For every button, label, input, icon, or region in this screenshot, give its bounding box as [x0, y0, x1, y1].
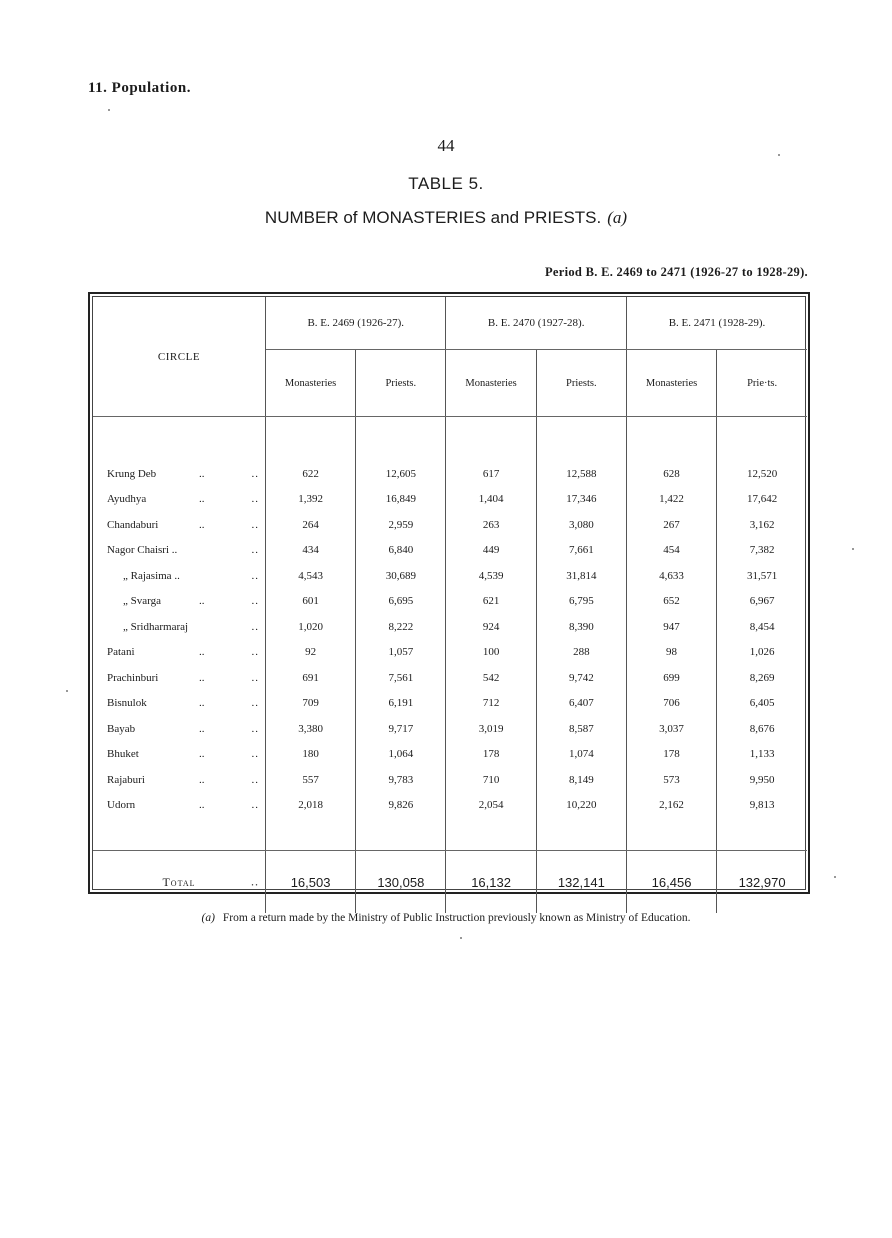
table-cell: 6,191 [356, 691, 446, 717]
table-cell: 622 [265, 461, 355, 487]
table-cell: 92 [265, 640, 355, 666]
table-cell: 12,520 [746, 467, 778, 480]
circle-name-cell [93, 793, 265, 819]
circle-name-cell [93, 487, 265, 513]
table-cell: 263 [446, 512, 536, 538]
table-cell: 267 [626, 512, 716, 538]
leader-dots: .. [251, 620, 259, 633]
table-cell: 9,813 [749, 799, 775, 812]
footnote-text: From a return made by the Ministry of Public Instruction previously known as Ministry of Education. [222, 912, 691, 924]
section-title: 11. Population. [88, 80, 191, 96]
column-header: Priests. [356, 350, 446, 417]
table-cell: 2,054 [446, 793, 536, 819]
year-header: B. E. 2469 (1926-27). [265, 297, 445, 350]
leader-dots: .. [251, 773, 259, 786]
table-cell: 573 [626, 767, 716, 793]
table-cell: 8,676 [749, 722, 775, 735]
leader-dots: .. [199, 799, 205, 812]
table-cell: 7,561 [356, 665, 446, 691]
table-cell: 4,633 [626, 563, 716, 589]
page-number: 44 [437, 136, 455, 155]
leader-dots: .. [251, 518, 259, 531]
table-cell: 3,037 [626, 716, 716, 742]
total-value: 16,503 [265, 851, 355, 914]
table-cell: 8,149 [536, 767, 626, 793]
total-value: 130,058 [356, 851, 446, 914]
total-value: 132,970 [738, 874, 786, 890]
table-cell: 12,588 [536, 461, 626, 487]
table-cell: 2,018 [265, 793, 355, 819]
table-row [93, 767, 807, 793]
circle-name: „ Svarga [123, 595, 161, 608]
leader-dots: .. [199, 595, 205, 608]
circle-name: Nagor Chaisri .. [107, 544, 178, 557]
table-cell: 12,605 [356, 461, 446, 487]
table-row [93, 563, 807, 589]
leader-dots: .. [251, 799, 259, 812]
table-cell: 449 [446, 538, 536, 564]
table-cell: 3,162 [749, 518, 775, 531]
table-cell: 1,133 [749, 748, 775, 761]
table-cell: 8,390 [536, 614, 626, 640]
table-cell: 924 [446, 614, 536, 640]
circle-name-cell [93, 767, 265, 793]
table-cell: 3,380 [265, 716, 355, 742]
print-speck [66, 690, 68, 692]
table-cell: 1,404 [446, 487, 536, 513]
table-cell: 9,783 [356, 767, 446, 793]
table-cell: 17,346 [536, 487, 626, 513]
leader-dots: .. [251, 722, 259, 735]
total-label: Total [162, 874, 196, 889]
circle-name: Prachinburi [107, 671, 159, 684]
table-cell: 947 [626, 614, 716, 640]
table-note-mark: (a) [607, 208, 628, 227]
total-value: 132,141 [536, 851, 626, 914]
table-cell: 4,539 [446, 563, 536, 589]
table-cell: 6,795 [536, 589, 626, 615]
table-cell: 7,661 [536, 538, 626, 564]
circle-name-cell [93, 512, 265, 538]
circle-name: Udorn [107, 799, 136, 812]
total-row [93, 851, 807, 914]
print-speck [852, 548, 854, 550]
leader-dots: .. [251, 544, 259, 557]
table-cell: 30,689 [356, 563, 446, 589]
year-header: B. E. 2471 (1928-29). [626, 297, 807, 350]
leader-dots: .. [251, 697, 259, 710]
table-cell: 1,392 [265, 487, 355, 513]
footnote-mark: (a) [201, 912, 215, 924]
table-cell: 16,849 [356, 487, 446, 513]
column-header: Monasteries [265, 350, 355, 417]
leader-dots: .. [251, 646, 259, 659]
leader-dots: .. [199, 773, 205, 786]
table-cell: 9,826 [356, 793, 446, 819]
column-header: Priests. [536, 350, 626, 417]
table-cell: 1,026 [749, 646, 775, 659]
table-cell: 628 [626, 461, 716, 487]
table-cell: 98 [626, 640, 716, 666]
circle-name: „ Sridharmaraj [123, 620, 189, 633]
table-cell: 9,717 [356, 716, 446, 742]
table-cell: 9,950 [749, 773, 775, 786]
table-cell: 712 [446, 691, 536, 717]
year-header: B. E. 2470 (1927-28). [446, 297, 626, 350]
leader-dots: .. [199, 518, 205, 531]
leader-dots: .. [199, 748, 205, 761]
circle-name: Bhuket [107, 748, 139, 761]
circle-name: „ Rajasima .. [123, 569, 180, 582]
table-cell: 542 [446, 665, 536, 691]
spacer-row [93, 417, 807, 462]
table-cell: 2,959 [356, 512, 446, 538]
table-row [93, 665, 807, 691]
leader-dots: .. [250, 874, 259, 889]
total-value: 16,132 [446, 851, 536, 914]
table-row [93, 487, 807, 513]
table-cell: 621 [446, 589, 536, 615]
table-title [0, 208, 892, 228]
table-cell: 1,020 [265, 614, 355, 640]
circle-name: Ayudhya [107, 493, 147, 506]
table-cell: 1,064 [356, 742, 446, 768]
table-cell: 601 [265, 589, 355, 615]
table-row [93, 512, 807, 538]
period-heading: Period B. E. 2469 to 2471 (1926-27 to 1928-29). [544, 265, 808, 279]
footnote [0, 912, 892, 924]
table-cell: 100 [446, 640, 536, 666]
table-row [93, 589, 807, 615]
table-cell: 7,382 [749, 544, 775, 557]
table-cell: 706 [626, 691, 716, 717]
total-value: 16,456 [626, 851, 716, 914]
leader-dots: .. [199, 646, 205, 659]
table-row [93, 614, 807, 640]
table-cell: 3,019 [446, 716, 536, 742]
circle-name-cell [93, 716, 265, 742]
circle-name: Rajaburi [107, 773, 145, 786]
circle-name-cell [93, 461, 265, 487]
circle-name-cell [93, 691, 265, 717]
circle-name-cell [93, 640, 265, 666]
table-row [93, 461, 807, 487]
table-row [93, 538, 807, 564]
table-cell: 8,454 [749, 620, 775, 633]
table-cell: 1,057 [356, 640, 446, 666]
leader-dots: .. [199, 697, 205, 710]
circle-header: CIRCLE [93, 297, 265, 417]
table-cell: 699 [626, 665, 716, 691]
monasteries-table [93, 297, 807, 913]
print-speck [778, 154, 780, 156]
circle-name: Bayab [107, 722, 136, 735]
table-cell: 178 [446, 742, 536, 768]
leader-dots: .. [251, 493, 259, 506]
leader-dots: .. [251, 467, 259, 480]
table-label: TABLE 5. [408, 174, 484, 193]
leader-dots: .. [199, 467, 205, 480]
column-header: Prie·ts. [717, 350, 807, 417]
leader-dots: .. [251, 748, 259, 761]
table-row [93, 742, 807, 768]
circle-name: Chandaburi [107, 518, 159, 531]
circle-name-cell [93, 742, 265, 768]
circle-name-cell [93, 589, 265, 615]
table-body [93, 417, 807, 851]
leader-dots: .. [199, 722, 205, 735]
table-cell: 10,220 [536, 793, 626, 819]
circle-name-cell [93, 538, 265, 564]
table-cell: 288 [536, 640, 626, 666]
circle-name-cell [93, 614, 265, 640]
column-header: Monasteries [626, 350, 716, 417]
print-speck [460, 937, 462, 939]
table-row [93, 716, 807, 742]
table-cell: 178 [626, 742, 716, 768]
table-cell: 8,587 [536, 716, 626, 742]
circle-name: Bisnulok [107, 697, 147, 710]
table-cell: 617 [446, 461, 536, 487]
table-cell: 709 [265, 691, 355, 717]
leader-dots: .. [199, 671, 205, 684]
table-cell: 17,642 [746, 493, 778, 506]
table-cell: 8,222 [356, 614, 446, 640]
table-cell: 691 [265, 665, 355, 691]
table-title-text: NUMBER of MONASTERIES and PRIESTS. [264, 208, 602, 227]
table-cell: 31,814 [536, 563, 626, 589]
table-cell: 2,162 [626, 793, 716, 819]
table-cell: 434 [265, 538, 355, 564]
leader-dots: .. [251, 569, 259, 582]
table-cell: 652 [626, 589, 716, 615]
table-cell: 6,407 [536, 691, 626, 717]
table-cell: 6,405 [749, 697, 775, 710]
circle-name-cell [93, 563, 265, 589]
table-cell: 454 [626, 538, 716, 564]
table-frame [88, 292, 810, 894]
spacer-row [93, 818, 807, 851]
table-cell: 1,074 [536, 742, 626, 768]
table-cell: 6,695 [356, 589, 446, 615]
circle-name: Krung Deb [107, 467, 157, 480]
table-cell: 1,422 [626, 487, 716, 513]
table-cell: 6,840 [356, 538, 446, 564]
print-speck [108, 109, 110, 111]
table-cell: 710 [446, 767, 536, 793]
leader-dots: .. [251, 595, 259, 608]
table-row [93, 793, 807, 819]
circle-name: Patani [107, 646, 135, 659]
leader-dots: .. [199, 493, 205, 506]
total-label-cell [93, 851, 265, 914]
table-cell: 4,543 [265, 563, 355, 589]
table-cell: 264 [265, 512, 355, 538]
table-row [93, 691, 807, 717]
table-inner [92, 296, 806, 890]
table-cell: 31,571 [746, 569, 778, 582]
table-cell: 3,080 [536, 512, 626, 538]
leader-dots: .. [251, 671, 259, 684]
table-cell: 9,742 [536, 665, 626, 691]
table-row [93, 640, 807, 666]
table-cell: 6,967 [749, 595, 775, 608]
circle-name-cell [93, 665, 265, 691]
table-cell: 557 [265, 767, 355, 793]
print-speck [834, 876, 836, 878]
table-cell: 180 [265, 742, 355, 768]
column-header: Monasteries [446, 350, 536, 417]
table-cell: 8,269 [749, 671, 775, 684]
